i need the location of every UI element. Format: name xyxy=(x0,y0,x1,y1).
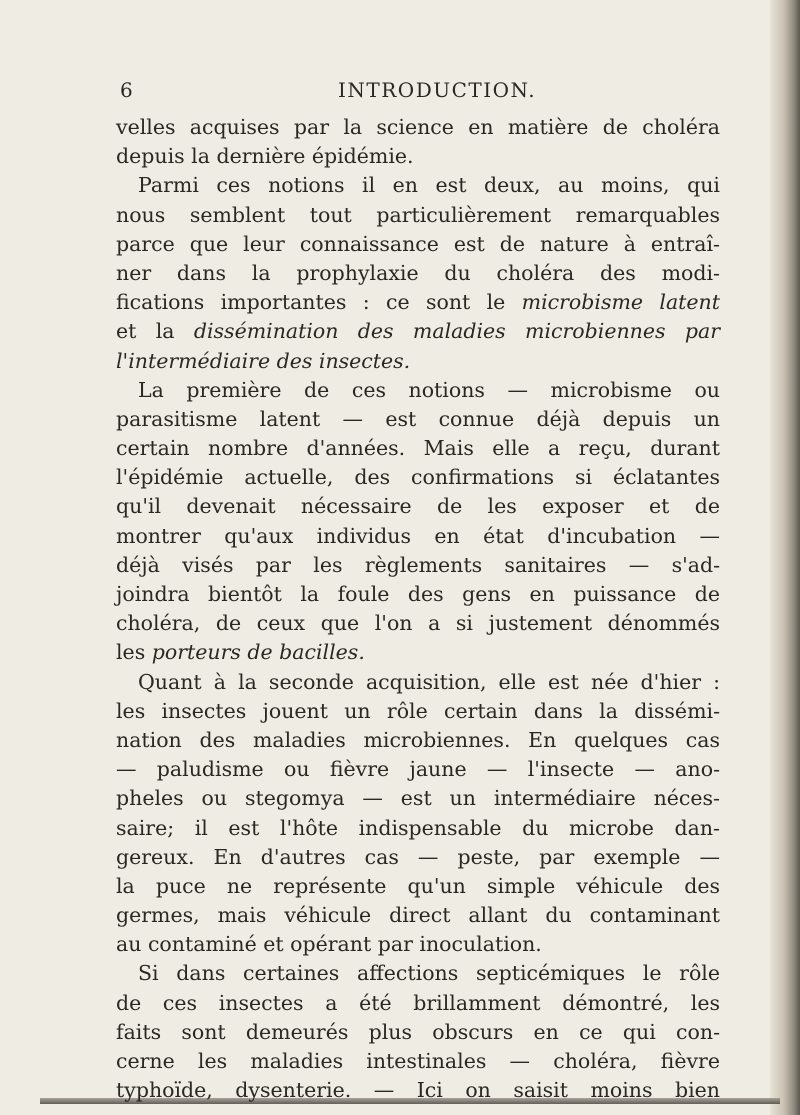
text-line xyxy=(116,989,720,1018)
text-span: choléra, de ceux que l'on a si justement dénommés xyxy=(116,611,720,636)
text-line xyxy=(116,638,720,667)
text-line xyxy=(116,814,720,843)
text-span: typhoïde, dysenterie. — Ici on saisit moins bien xyxy=(116,1078,720,1103)
text-span: de ces insectes a été brillamment démontré, les xyxy=(116,990,720,1015)
text-line xyxy=(116,901,720,930)
text-line xyxy=(116,551,720,580)
text-line xyxy=(116,201,720,230)
text-line xyxy=(116,463,720,492)
text-line xyxy=(116,668,720,697)
text-span: l'épidémie actuelle, des confirmations si éclatantes xyxy=(116,465,720,490)
text-line xyxy=(116,171,720,200)
text-span: au contaminé et opérant par inoculation. xyxy=(116,932,542,957)
text-line xyxy=(116,522,720,551)
text-span: les xyxy=(116,640,152,665)
text-line xyxy=(116,434,720,463)
text-line xyxy=(116,405,720,434)
text-line xyxy=(116,1018,720,1047)
text-line xyxy=(116,288,720,317)
text-span: ner dans la prophylaxie du choléra des modi- xyxy=(116,260,720,285)
text-line xyxy=(116,609,720,638)
text-span: — paludisme ou fièvre jaune — l'insecte — ano- xyxy=(116,757,720,782)
text-line xyxy=(116,580,720,609)
text-span: germes, mais véhicule direct allant du contaminant xyxy=(116,903,720,928)
text-span: La première de ces notions — microbisme ou xyxy=(138,377,720,402)
text-line xyxy=(116,784,720,813)
text-span: nous semblent tout particulièrement remarquables xyxy=(116,202,720,227)
text-span: joindra bientôt la foule des gens en puissance de xyxy=(116,582,720,606)
text-span: Parmi ces notions il en est deux, au moins, qui xyxy=(138,173,720,198)
italic-text: dissémination des maladies microbiennes par xyxy=(193,319,720,344)
text-span: gereux. En d'autres cas — peste, par exemple — xyxy=(116,844,720,869)
text-span: les insectes jouent un rôle certain dans la dissémi- xyxy=(116,698,720,723)
text-span: la puce ne représente qu'un simple véhicule des xyxy=(116,873,720,898)
text-line xyxy=(116,347,720,376)
text-line xyxy=(116,317,720,346)
text-line xyxy=(116,755,720,784)
text-span: déjà visés par les règlements sanitaires — s'ad- xyxy=(116,552,720,577)
running-title: INTRODUCTION. xyxy=(338,78,537,102)
text-line xyxy=(116,376,720,405)
text-line xyxy=(116,492,720,521)
text-span: et la xyxy=(116,319,194,344)
page-edge-shadow xyxy=(770,0,800,1115)
text-span: certain nombre d'années. Mais elle a reçu, durant xyxy=(116,436,720,461)
text-span: Si dans certaines affections septicémiques le rôle xyxy=(138,961,720,986)
text-line xyxy=(116,113,720,142)
text-line xyxy=(116,930,720,959)
text-span: pheles ou stegomya — est un intermédiaire néces- xyxy=(116,786,720,811)
text-span: saire; il est l'hôte indispensable du microbe dan- xyxy=(116,815,720,840)
page-number: 6 xyxy=(120,78,134,102)
text-span: depuis la dernière épidémie. xyxy=(116,144,414,169)
text-line xyxy=(116,1047,720,1076)
text-line xyxy=(116,697,720,726)
text-span: Quant à la seconde acquisition, elle est née d'hier : xyxy=(138,669,720,694)
text-line xyxy=(116,959,720,988)
text-span: parce que leur connaissance est de nature à entraî- xyxy=(116,231,720,256)
text-span: faits sont demeurés plus obscurs en ce qui con- xyxy=(116,1019,720,1044)
text-line xyxy=(116,1076,720,1105)
text-span: parasitisme latent — est connue déjà depuis un xyxy=(116,406,720,431)
italic-text: l'intermédiaire des insectes. xyxy=(116,348,411,373)
text-span: nation des maladies microbiennes. En quelques cas xyxy=(116,727,720,752)
text-line xyxy=(116,872,720,901)
text-span: velles acquises par la science en matière de choléra xyxy=(116,115,720,139)
text-line xyxy=(116,230,720,259)
italic-text: porteurs de bacilles. xyxy=(151,640,365,665)
text-span: fications importantes : ce sont le xyxy=(116,290,522,315)
text-line xyxy=(116,843,720,872)
italic-text: microbisme latent xyxy=(521,290,720,315)
text-line xyxy=(116,259,720,288)
text-span: cerne les maladies intestinales — choléra, fièvre xyxy=(116,1049,720,1073)
body-text xyxy=(116,113,720,1105)
text-span: qu'il devenait nécessaire de les exposer et de xyxy=(116,494,720,519)
text-line xyxy=(116,726,720,755)
text-span: montrer qu'aux individus en état d'incubation — xyxy=(116,523,720,548)
page-header xyxy=(0,78,800,108)
text-line xyxy=(116,142,720,171)
